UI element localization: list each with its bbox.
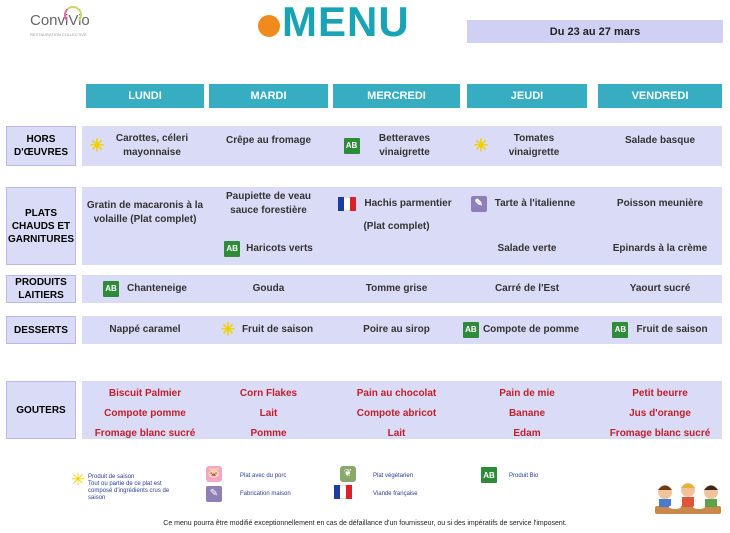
sun-icon: ✳ — [220, 320, 236, 339]
dish-label: Nappé caramel — [109, 324, 181, 335]
dish-label: Chanteneige — [126, 283, 187, 294]
gouter-cell-lundi — [86, 384, 204, 444]
dish-note: (Plat complet) — [363, 221, 430, 232]
gouter-item: Jus d'orange — [629, 408, 691, 419]
menu-cell-note — [333, 220, 460, 234]
pig-icon: 🐷 — [206, 466, 222, 482]
gouter-item: Fromage blanc sucré — [94, 428, 196, 439]
legend-saison-note: Tout ou partie de ce plat est composé d'ingrédients crus de saison — [88, 481, 170, 501]
gouter-item: Petit beurre — [632, 388, 688, 399]
ab-icon: AB — [344, 138, 360, 154]
dish-label: Yaourt sucré — [629, 283, 691, 294]
ab-icon: AB — [224, 241, 240, 257]
dish-label: Salade basque — [624, 135, 696, 146]
dish-label: Salade verte — [497, 243, 557, 254]
ab-icon: AB — [103, 281, 119, 297]
menu-cell — [86, 279, 204, 299]
gouter-cell-vendredi — [598, 384, 722, 444]
date-range: Du 23 au 27 mars — [467, 20, 723, 43]
menu-cell — [465, 128, 587, 164]
dish-label: Tomme grise — [365, 283, 428, 294]
day-header-mardi: MARDI — [209, 84, 328, 108]
day-header-jeudi: JEUDI — [467, 84, 587, 108]
dish-label: Tarte à l'italienne — [494, 198, 576, 209]
chef-icon: ✎ — [471, 196, 487, 212]
dish-label: Hachis parmentier — [364, 198, 452, 209]
legend-vegetarien-icon-wrap — [340, 463, 356, 482]
menu-cell — [467, 241, 587, 257]
menu-cell — [333, 320, 460, 340]
gouter-cell-mercredi — [333, 384, 460, 444]
dish-label: Gratin de macaronis à la volaille (Plat complet) — [86, 200, 204, 225]
legend-francaise: Viande française — [373, 491, 418, 497]
footer-disclaimer: Ce menu pourra être modifié exceptionnellement en cas de défaillance d'un fournisseur, ou si des impératifs de service l'imposent. — [163, 520, 567, 527]
menu-cell — [86, 320, 204, 340]
ab-icon: AB — [481, 467, 497, 483]
legend-francaise-icon-wrap — [334, 485, 352, 499]
category-hors-doeuvres: HORS D'ŒUVRES — [6, 126, 76, 166]
legend-porc-icon-wrap — [206, 463, 222, 482]
category-gouters: GOUTERS — [6, 381, 76, 439]
title-block — [258, 0, 410, 44]
legend-saison-icon-wrap — [70, 472, 86, 490]
category-laitiers: PRODUITS LAITIERS — [6, 275, 76, 303]
day-header-vendredi: VENDREDI — [598, 84, 722, 108]
menu-cell — [84, 128, 204, 164]
sun-icon: ✳ — [70, 470, 86, 489]
logo-subtext: RESTAURATION COLLECTIVE — [30, 32, 87, 37]
dish-label: Crêpe au fromage — [225, 135, 312, 146]
french-flag-icon — [338, 197, 356, 211]
gouter-item: Corn Flakes — [239, 388, 298, 399]
logo-arc-icon — [64, 6, 82, 24]
gouter-item: Compote abricot — [356, 408, 437, 419]
page-title: MENU — [282, 0, 410, 45]
menu-cell — [333, 279, 460, 299]
legend-maison: Fabrication maison — [240, 491, 291, 497]
category-plats: PLATS CHAUDS ET GARNITURES — [6, 187, 76, 265]
ab-icon: AB — [612, 322, 628, 338]
gouter-item: Biscuit Palmier — [108, 388, 182, 399]
menu-cell — [598, 320, 722, 340]
gouter-item: Edam — [513, 428, 541, 439]
dish-label: Gouda — [252, 283, 285, 294]
dish-label: Tomates vinaigrette — [508, 133, 560, 158]
menu-cell — [598, 128, 722, 154]
ab-icon: AB — [463, 322, 479, 338]
dish-label: Compote de pomme — [482, 324, 580, 335]
dish-label: Fruit de saison — [241, 324, 314, 335]
legend-bio-icon-wrap — [481, 467, 497, 483]
menu-cell — [209, 240, 328, 258]
logo-text: ConviVio — [30, 12, 90, 29]
menu-cell — [467, 279, 587, 299]
legend-porc: Plat avec du porc — [240, 473, 287, 479]
dish-label: Carré de l'Est — [494, 283, 560, 294]
menu-cell — [598, 241, 722, 257]
kids-eating-illustration — [651, 478, 725, 518]
menu-cell — [205, 320, 328, 340]
menu-cell — [459, 195, 587, 213]
gouter-item: Banane — [508, 408, 546, 419]
legend-saison — [88, 474, 184, 502]
french-flag-icon — [334, 485, 352, 499]
dish-label: Carottes, céleri mayonnaise — [115, 133, 189, 158]
legend-maison-icon-wrap — [206, 483, 222, 502]
menu-cell — [209, 190, 328, 218]
dish-label: Betteraves vinaigrette — [378, 133, 431, 158]
menu-cell — [455, 320, 587, 340]
gouter-item: Lait — [259, 408, 278, 419]
sun-icon: ✳ — [89, 136, 105, 155]
menu-cell — [598, 279, 722, 299]
chef-icon: ✎ — [206, 486, 222, 502]
gouter-item: Pomme — [250, 428, 287, 439]
menu-cell — [333, 128, 460, 164]
day-header-lundi: LUNDI — [86, 84, 204, 108]
gouter-item: Compote pomme — [104, 408, 186, 419]
dish-label: Epinards à la crème — [612, 243, 708, 254]
dish-label: Paupiette de veau sauce forestière — [225, 191, 312, 216]
legend-saison-title: Produit de saison — [88, 474, 135, 480]
gouter-item: Fromage blanc sucré — [609, 428, 711, 439]
gouter-item: Pain de mie — [499, 388, 555, 399]
legend-vegetarien: Plat végétarien — [373, 473, 414, 479]
sun-icon: ✳ — [473, 136, 489, 155]
day-header-mercredi: MERCREDI — [333, 84, 460, 108]
dish-label: Fruit de saison — [636, 324, 708, 335]
category-desserts: DESSERTS — [6, 316, 76, 344]
dish-label: Poire au sirop — [363, 324, 430, 335]
menu-cell — [209, 279, 328, 299]
menu-cell — [209, 128, 328, 154]
leaf-icon: ❦ — [340, 466, 356, 482]
gouter-item: Pain au chocolat — [356, 388, 437, 399]
menu-cell — [598, 195, 722, 213]
gouter-cell-jeudi — [467, 384, 587, 444]
menu-cell — [325, 195, 465, 213]
dish-label: Poisson meunière — [616, 198, 704, 209]
pumpkin-icon — [258, 15, 280, 37]
gouter-cell-mardi — [209, 384, 328, 444]
gouter-item: Lait — [387, 428, 406, 439]
menu-cell — [86, 190, 204, 236]
legend-bio: Produit Bio — [509, 473, 539, 479]
dish-label: Haricots verts — [246, 243, 313, 254]
